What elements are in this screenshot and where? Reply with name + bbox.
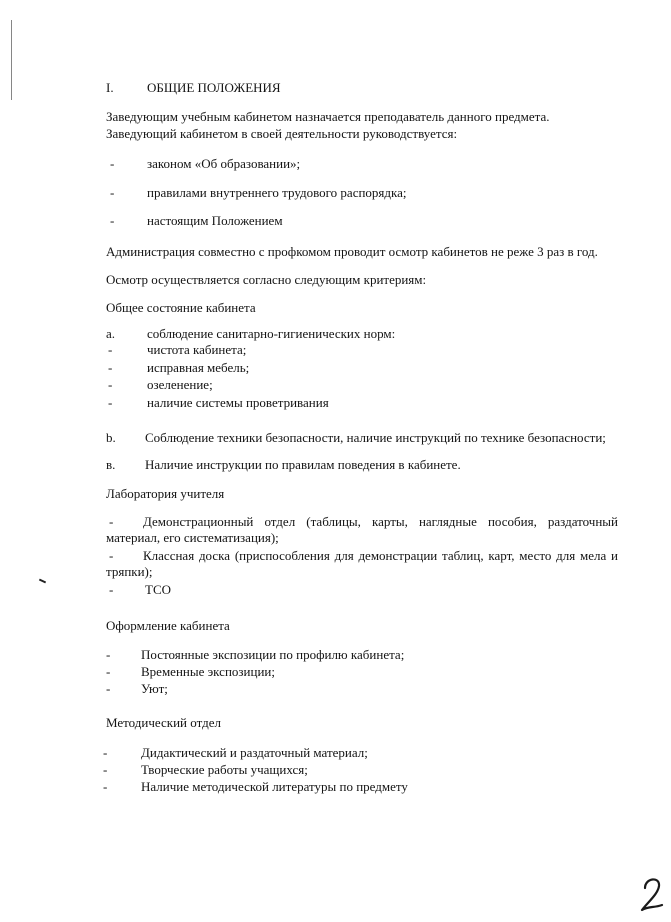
list-marker: - xyxy=(103,745,108,760)
list-item: Творческие работы учащихся; xyxy=(141,762,308,777)
lab-item-2-line-2: тряпки); xyxy=(106,564,153,579)
item-a-marker: a. xyxy=(106,326,116,341)
list-item: Временные экспозиции; xyxy=(141,664,275,679)
handwritten-page-number xyxy=(636,872,666,916)
list-item: чистота кабинета; xyxy=(147,342,247,357)
list-item: Дидактический и раздаточный материал; xyxy=(141,745,368,760)
lab-item-1-line-1: Демонстрационный отдел (таблицы, карты, наглядные пособия, раздаточный xyxy=(143,514,618,529)
list-marker: - xyxy=(108,360,113,375)
section-number: I. xyxy=(106,80,114,95)
page-number-glyph xyxy=(636,872,666,916)
list-marker: - xyxy=(108,377,113,392)
list-marker: - xyxy=(103,762,108,777)
list-marker: - xyxy=(110,156,115,171)
list-marker: - xyxy=(103,779,108,794)
list-marker: - xyxy=(110,213,115,228)
list-item: Наличие методической литературы по предмету xyxy=(141,779,408,794)
lab-item-demonstration xyxy=(106,514,618,546)
criteria-intro: Осмотр осуществляется согласно следующим критериям: xyxy=(106,272,427,287)
design-heading: Оформление кабинета xyxy=(106,618,230,633)
inspection-paragraph: Администрация совместно с профкомом проводит осмотр кабинетов не реже 3 раз в год. xyxy=(106,244,598,259)
intro-line-2: Заведующий кабинетом в своей деятельности руководствуется: xyxy=(106,126,458,141)
list-marker: - xyxy=(109,582,114,597)
scan-mark xyxy=(39,579,46,584)
list-marker: - xyxy=(108,342,113,357)
list-item: Постоянные экспозиции по профилю кабинета; xyxy=(141,647,405,662)
list-item: озеленение; xyxy=(147,377,213,392)
general-heading: Общее состояние кабинета xyxy=(106,300,256,315)
list-marker: - xyxy=(106,664,111,679)
list-marker: - xyxy=(108,395,113,410)
list-item: законом «Об образовании»; xyxy=(147,156,301,171)
lab-item-1-line-2: материал, его систематизация); xyxy=(106,530,279,545)
intro-line-1: Заведующим учебным кабинетом назначается преподаватель данного предмета. xyxy=(106,109,550,124)
item-a-text: соблюдение санитарно-гигиенических норм: xyxy=(147,326,396,341)
list-marker: - xyxy=(109,514,114,529)
list-marker: - xyxy=(110,185,115,200)
lab-item-board xyxy=(106,548,618,580)
list-item: исправная мебель; xyxy=(147,360,250,375)
item-b-marker: b. xyxy=(106,430,116,445)
list-marker: - xyxy=(106,647,111,662)
lab-heading: Лаборатория учителя xyxy=(106,486,225,501)
list-item: наличие системы проветривания xyxy=(147,395,329,410)
list-marker: - xyxy=(106,681,111,696)
scan-edge-line xyxy=(11,20,12,100)
item-b-text: Соблюдение техники безопасности, наличие инструкций по технике безопасности; xyxy=(145,430,606,445)
list-item: Уют; xyxy=(141,681,168,696)
section-title: ОБЩИЕ ПОЛОЖЕНИЯ xyxy=(147,80,281,95)
item-c-text: Наличие инструкции по правилам поведения в кабинете. xyxy=(145,457,461,472)
list-item: правилами внутреннего трудового распорядка; xyxy=(147,185,407,200)
methodical-heading: Методический отдел xyxy=(106,715,221,730)
list-item: настоящим Положением xyxy=(147,213,283,228)
item-c-marker: в. xyxy=(106,457,116,472)
lab-item-3: ТСО xyxy=(145,582,171,597)
lab-item-2-line-1: Классная доска (приспособления для демонстрации таблиц, карт, место для мела и xyxy=(143,548,618,563)
list-marker: - xyxy=(109,548,114,563)
